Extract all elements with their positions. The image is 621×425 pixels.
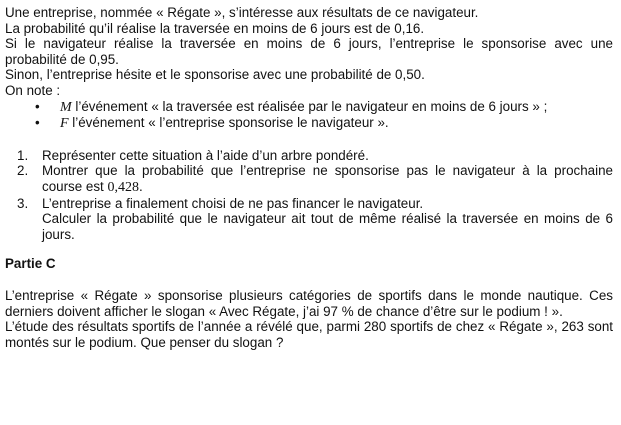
event-list bbox=[5, 99, 613, 132]
question-end: . bbox=[139, 178, 143, 194]
question-1 bbox=[5, 148, 613, 164]
intro-line-4: Sinon, l’entreprise hésite et le sponsorise avec une probabilité de 0,50. bbox=[5, 67, 425, 83]
event-text-f: l’événement « l’entreprise sponsorise le navigateur ». bbox=[68, 115, 389, 131]
event-text-m: l’événement « la traversée est réalisée par le navigateur en moins de 6 jours » ; bbox=[71, 98, 548, 114]
question-3 bbox=[5, 196, 613, 243]
question-text-2: Calculer la probabilité que le navigateur ait tout de même réalisé la traversée en moins de 6 jours. bbox=[42, 211, 613, 242]
question-text: Représenter cette situation à l’aide d’un arbre pondéré. bbox=[42, 147, 369, 163]
question-value: 0,428 bbox=[107, 179, 139, 195]
bullet-icon: • bbox=[35, 98, 40, 114]
event-item-m bbox=[5, 99, 613, 116]
question-number: 3. bbox=[17, 195, 29, 211]
intro-line-5: On note : bbox=[5, 82, 61, 98]
question-number: 2. bbox=[17, 163, 29, 179]
question-number: 1. bbox=[17, 147, 29, 163]
event-symbol-m: M bbox=[60, 99, 72, 115]
question-text: L’entreprise a finalement choisi de ne pas financer le navigateur. bbox=[42, 195, 424, 211]
intro-line-1: Une entreprise, nommée « Régate », s’intéresse aux résultats de ce navigateur. bbox=[5, 5, 479, 20]
exercise-document bbox=[5, 5, 613, 350]
bullet-icon: • bbox=[35, 115, 40, 131]
intro-line-3: Si le navigateur réalise la traversée en moins de 6 jours, l’entreprise le sponsorise avec une probabilité de 0,95. bbox=[5, 36, 613, 67]
intro-line-2: La probabilité qu’il réalise la traversée en moins de 6 jours est de 0,16. bbox=[5, 20, 425, 36]
event-symbol-f: F bbox=[60, 116, 69, 132]
partie-c-paragraph-2: L’étude des résultats sportifs de l’année a révélé que, parmi 280 sportifs de chez « Régate », 263 sont montés sur le podium. Que penser du slogan ? bbox=[5, 319, 613, 350]
question-text: Montrer que la probabilité que l’entreprise ne sponsorise pas le navigateur à la prochaine course est bbox=[42, 163, 613, 194]
question-2 bbox=[5, 163, 613, 195]
section-heading: Partie C bbox=[5, 256, 56, 272]
event-item-f bbox=[5, 115, 613, 132]
partie-c-paragraph-1: L’entreprise « Régate » sponsorise plusieurs catégories de sportifs dans le monde nautique. Ces derniers doivent afficher le slogan « Avec Régate, j’ai 97 % de chance d’être sur le podium ! ». bbox=[5, 287, 613, 319]
question-list bbox=[5, 148, 613, 243]
